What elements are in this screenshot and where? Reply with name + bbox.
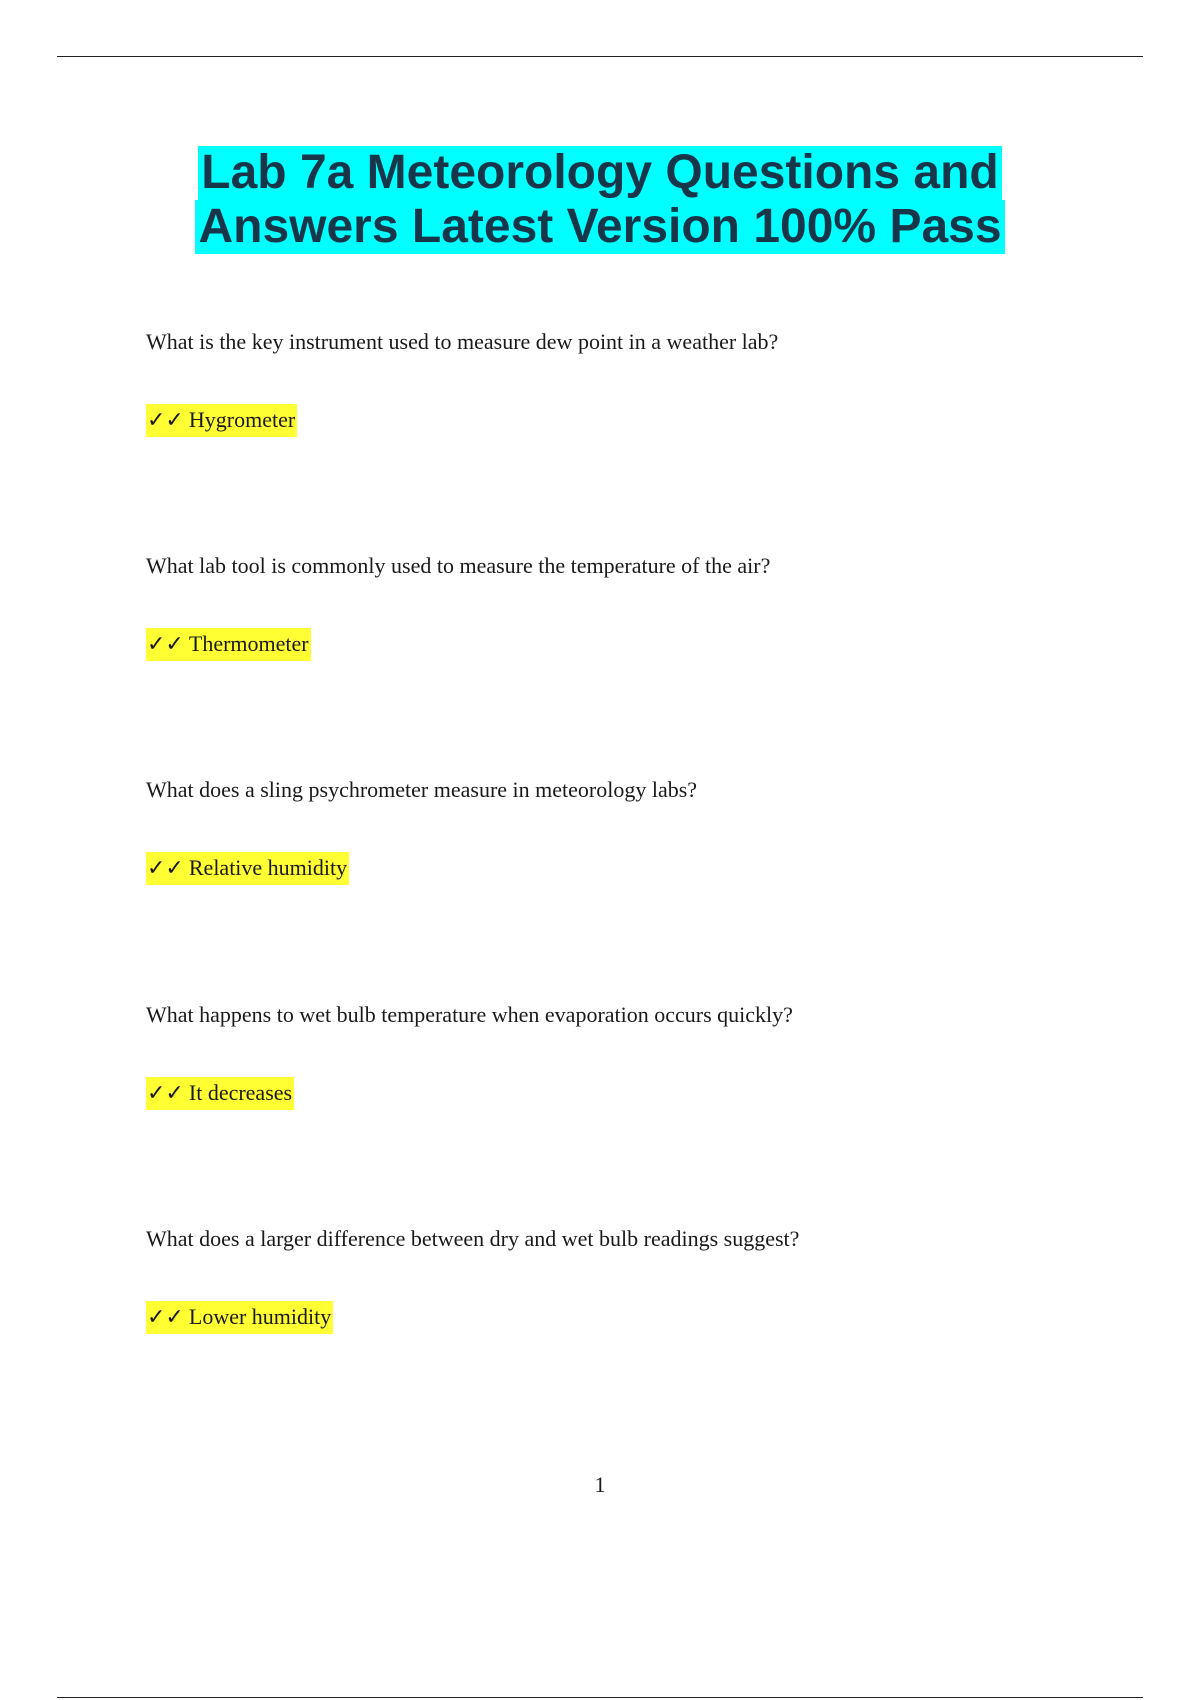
header-rule — [57, 56, 1143, 57]
check-mark-icon: ✓✓ — [147, 856, 184, 881]
check-mark-icon: ✓✓ — [147, 632, 184, 657]
qa-item — [146, 1225, 1106, 1330]
qa-item — [146, 776, 1106, 881]
qa-item — [146, 552, 1106, 657]
question-text: What lab tool is commonly used to measure the temperature of the air? — [146, 553, 771, 578]
check-mark-icon: ✓✓ — [147, 1305, 184, 1330]
check-mark-icon: ✓✓ — [147, 408, 184, 433]
check-mark-icon: ✓✓ — [147, 1081, 184, 1106]
document-title — [0, 146, 1200, 254]
answer-highlight — [146, 1077, 294, 1110]
answer-text: It decreases — [188, 1080, 293, 1105]
answer-text: Hygrometer — [188, 407, 296, 432]
answer-text: Lower humidity — [188, 1304, 332, 1329]
question-text: What does a sling psychrometer measure in meteorology labs? — [146, 777, 698, 802]
title-line-2: Answers Latest Version 100% Pass — [195, 200, 1004, 254]
question-text: What is the key instrument used to measure dew point in a weather lab? — [146, 329, 779, 354]
qa-item — [146, 328, 1106, 433]
answer-highlight — [146, 852, 349, 885]
title-line-1: Lab 7a Meteorology Questions and — [198, 146, 1001, 200]
answer-text: Thermometer — [188, 631, 309, 656]
answer-highlight — [146, 404, 297, 437]
question-text: What does a larger difference between dry and wet bulb readings suggest? — [146, 1226, 800, 1251]
answer-highlight — [146, 1301, 333, 1334]
answer-text: Relative humidity — [188, 855, 348, 880]
footer-rule — [57, 1697, 1143, 1698]
qa-item — [146, 1001, 1106, 1106]
question-text: What happens to wet bulb temperature when evaporation occurs quickly? — [146, 1002, 793, 1027]
page-number: 1 — [594, 1472, 606, 1497]
answer-highlight — [146, 628, 311, 661]
